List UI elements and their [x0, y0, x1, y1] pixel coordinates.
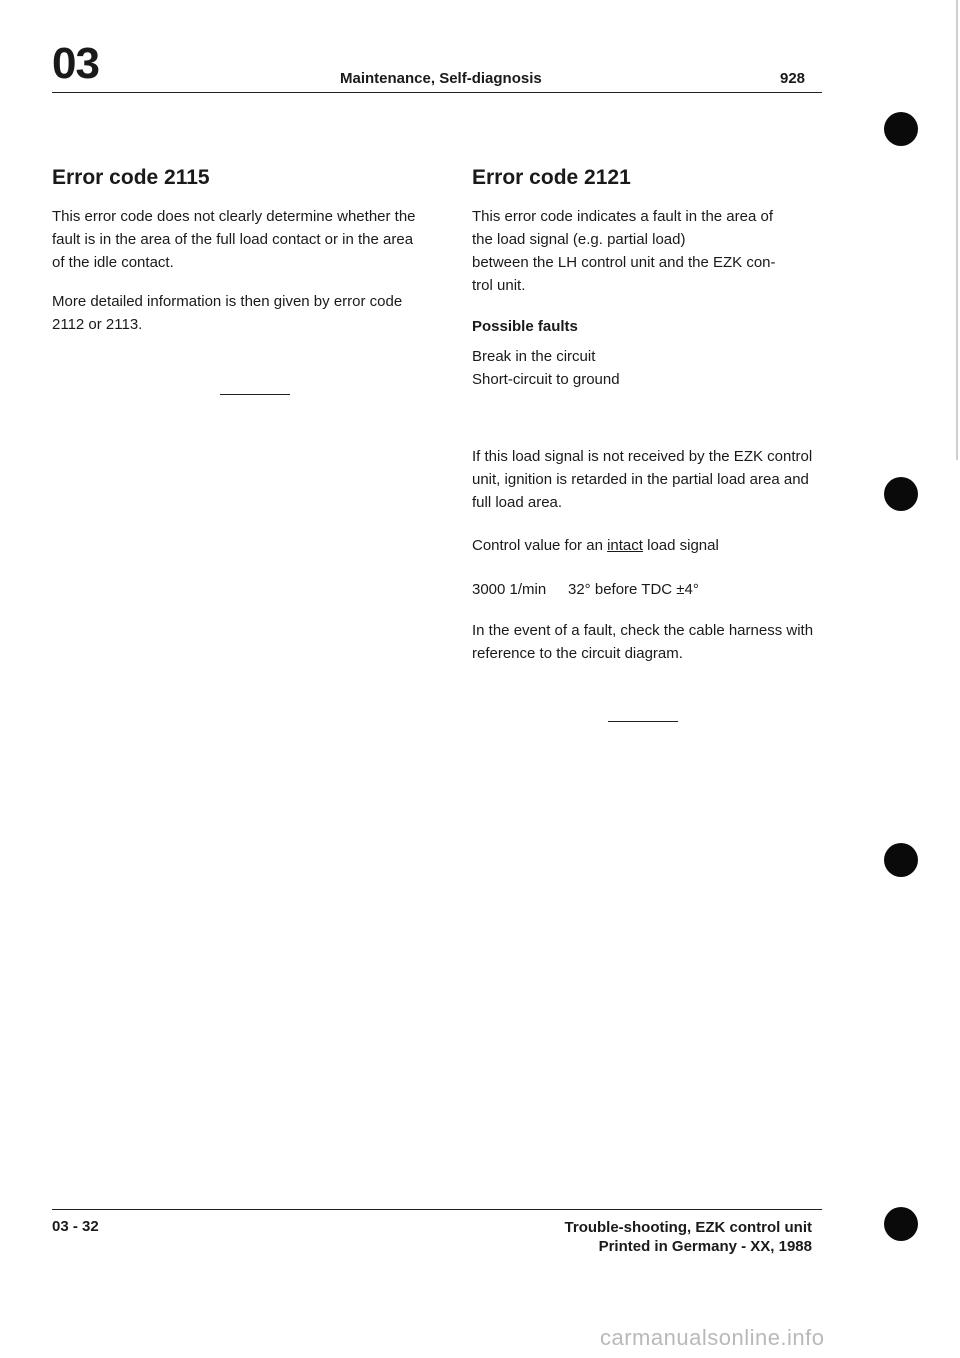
- binder-hole: [884, 112, 918, 146]
- control-suffix: load signal: [642, 537, 719, 554]
- section-end-rule: [220, 394, 290, 395]
- footer-rule: [52, 1209, 822, 1210]
- right-paragraph-1-line-4: trol unit.: [472, 277, 526, 294]
- binder-hole: [884, 843, 918, 877]
- error-code-2121-heading: Error code 2121: [472, 166, 631, 189]
- watermark-text: carmanualsonline.info: [600, 1325, 825, 1350]
- page-number: 03 - 32: [52, 1218, 99, 1235]
- control-underlined: intact: [607, 537, 643, 554]
- scan-edge-line: [956, 0, 958, 460]
- left-paragraph-1: This error code does not clearly determine whether the fault is in the area of the full load contact or in the area of the idle contact.: [52, 208, 416, 271]
- control-spec-row: [472, 578, 832, 601]
- fault-item-2: Short-circuit to ground: [472, 371, 620, 388]
- left-paragraph-2: More detailed information is then given by error code 2112 or 2113.: [52, 293, 403, 333]
- page-header-title: Maintenance, Self-diagnosis: [340, 70, 542, 87]
- binder-hole: [884, 477, 918, 511]
- left-column: [52, 205, 422, 395]
- footer-info: [565, 1218, 812, 1256]
- chapter-number: 03: [52, 39, 99, 88]
- footer-section: Trouble-shooting, EZK control unit: [564, 1219, 812, 1236]
- control-value-line: [472, 534, 832, 557]
- right-column: [472, 205, 832, 722]
- section-end-rule: [608, 721, 678, 722]
- model-number: 928: [780, 70, 806, 87]
- right-paragraph-1-line-1: This error code indicates a fault in the area of: [472, 208, 773, 225]
- error-code-2115-heading: Error code 2115: [52, 166, 210, 189]
- right-paragraph-1-line-3: between the LH control unit and the EZK con-: [472, 254, 776, 271]
- right-paragraph-1-line-2: the load signal (e.g. partial load): [472, 231, 686, 248]
- header-rule: [52, 92, 822, 93]
- footer-printed: Printed in Germany - XX, 1988: [598, 1238, 812, 1255]
- right-paragraph-2: If this load signal is not received by the EZK control unit, ignition is retarded in the partial load area and full load area.: [472, 448, 813, 511]
- possible-faults-heading: Possible faults: [472, 318, 578, 335]
- control-prefix: Control value for an: [472, 537, 608, 554]
- binder-hole: [884, 1207, 918, 1241]
- control-rpm: 3000 1/min: [472, 581, 547, 598]
- control-ignition-value: 32° before TDC ±4°: [568, 581, 699, 598]
- fault-item-1: Break in the circuit: [472, 348, 596, 365]
- right-paragraph-3: In the event of a fault, check the cable harness with reference to the circuit diagram.: [472, 622, 814, 662]
